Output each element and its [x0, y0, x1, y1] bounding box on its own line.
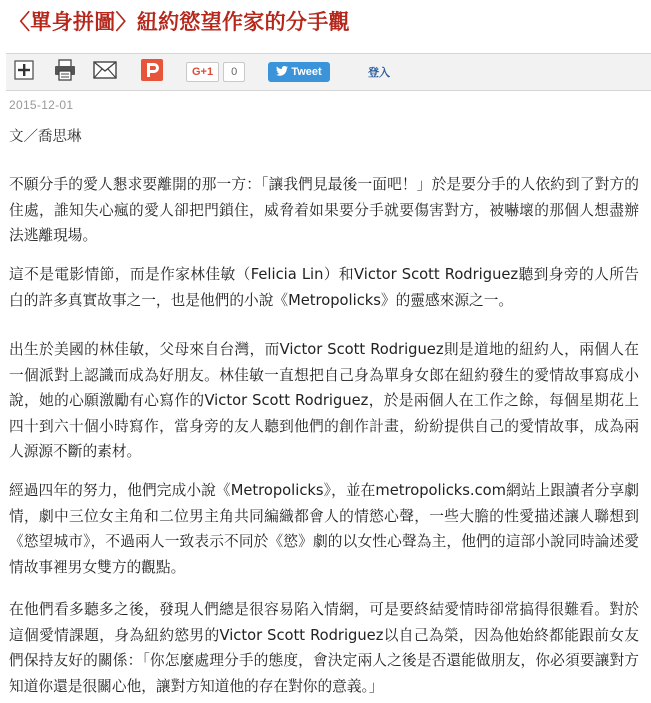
- print-icon: [53, 59, 77, 85]
- mail-icon: [93, 61, 117, 83]
- plurk-share-button[interactable]: [139, 54, 165, 90]
- google-plus-button[interactable]: G+1: [186, 62, 219, 82]
- google-plus-count: 0: [223, 62, 245, 82]
- plus-icon: [14, 60, 34, 84]
- email-button[interactable]: [92, 54, 118, 90]
- article-paragraph: 這不是電影情節，而是作家林佳敏（Felicia Lin）和Victor Scott Rodriguez聽到身旁的人所告白的許多真實故事之一，也是他們的小說《Metropolicks》的靈感來源之一。: [9, 266, 639, 309]
- article-paragraph: 不願分手的愛人懇求要離開的那一方：「讓我們見最後一面吧！」於是要分手的人依約到了對方的住處，誰知失心瘋的愛人卻把門鎖住，威脅着如果要分手就要傷害對方，被嚇壞的那個人想盡辦法逃離現場。: [9, 176, 639, 245]
- article-paragraph: 在他們看多聽多之後，發現人們總是很容易陷入情網，可是要終結愛情時卻常搞得很難看。對於這個愛情課題，身為紐約慾男的Victor Scott Rodriguez以自己為榮，因為他始終都能跟前女友們保持友好的關係：「你怎麼處理分手的態度，會決定兩人之後是否還能做朋友，你必須要讓對方知道你還是很關心他，讓對方知道他的存在對你的意義。」: [9, 601, 639, 695]
- login-link[interactable]: 登入: [368, 66, 390, 79]
- tweet-button[interactable]: [268, 62, 330, 82]
- article-title: 〈單身拼圖〉紐約慾望作家的分手觀: [9, 10, 350, 34]
- plurk-icon: [141, 59, 163, 85]
- google-plus-widget: [186, 62, 245, 82]
- twitter-bird-icon: [276, 66, 291, 79]
- print-button[interactable]: [52, 54, 78, 90]
- article-paragraph: 出生於美國的林佳敏，父母來自台灣，而Victor Scott Rodriguez則是道地的紐約人，兩個人在一個派對上認識而成為好朋友。林佳敏一直想把自己身為單身女郎在紐約發生的愛情故事寫成小說，她的心願激勵有心寫作的Victor Scott Rodriguez，於是兩個人在工作之餘，每個星期花上四十到六十個小時寫作，當身旁的友人聽到他們的創作計畫，紛紛提供自己的愛情故事，成為兩人源源不斷的素材。: [9, 341, 639, 461]
- author-byline: 文／喬思琳: [9, 129, 82, 145]
- publish-date: 2015-12-01: [9, 98, 74, 112]
- share-toolbar: [6, 53, 651, 91]
- add-button[interactable]: [12, 54, 36, 90]
- article-paragraph: 經過四年的努力，他們完成小說《Metropolicks》，並在metropolicks.com網站上跟讀者分享劇情，劇中三位女主角和二位男主角共同編織都會人的情慾心聲，一些大膽的性愛描述讓人聯想到《慾望城市》，不過兩人一致表示不同於《慾》劇的以女性心聲為主，他們的這部小說同時論述愛情故事裡男女雙方的觀點。: [9, 482, 639, 576]
- tweet-label: Tweet: [291, 66, 322, 78]
